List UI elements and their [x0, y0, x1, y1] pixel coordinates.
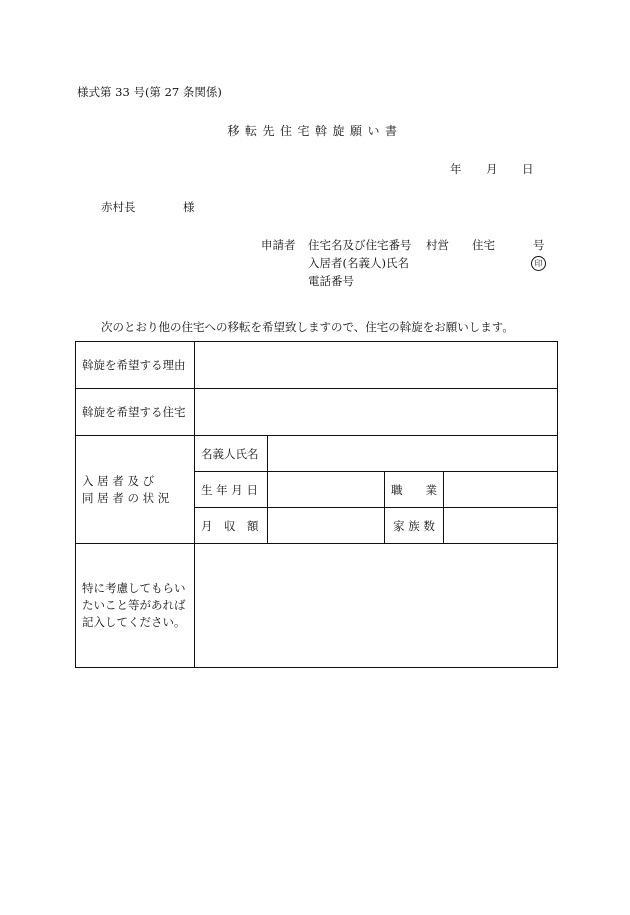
household-label-line-2: 同 居 者 の 状 況	[82, 490, 170, 505]
reason-field[interactable]	[195, 342, 558, 389]
special-notes-field[interactable]	[195, 544, 558, 668]
resident-label: 入居者(名義人)氏名	[308, 256, 409, 270]
notes-line-3: 記入してください。	[82, 615, 186, 629]
table-row	[76, 389, 558, 436]
notes-line-2: たいこと等があれば	[82, 598, 186, 612]
occupation-label: 職 業	[385, 472, 444, 508]
phone-label: 電話番号	[308, 274, 354, 288]
table-row	[76, 342, 558, 389]
date-month: 月	[486, 162, 498, 176]
number-word: 号	[533, 238, 545, 252]
birth-date-label: 生 年 月 日	[195, 472, 268, 508]
nominee-name-field[interactable]	[268, 436, 558, 472]
desired-housing-field[interactable]	[195, 389, 558, 436]
nominee-name-label: 名義人氏名	[195, 436, 268, 472]
housing-word: 住宅	[472, 238, 495, 252]
housing-label: 住宅名及び住宅番号	[308, 238, 412, 252]
date-day: 日	[522, 162, 534, 176]
monthly-income-field[interactable]	[268, 508, 385, 544]
special-notes-label	[76, 544, 195, 668]
monthly-income-label: 月 収 額	[195, 508, 268, 544]
desired-housing-label: 斡旋を希望する住宅	[76, 389, 195, 436]
applicant-label: 申請者	[261, 238, 296, 252]
household-label-line-1: 入 居 者 及 び	[82, 473, 155, 488]
request-text: 次のとおり他の住宅への移転を希望致しますので、住宅の斡旋をお願いします。	[101, 320, 514, 334]
table-row	[76, 436, 558, 472]
household-status-label	[76, 436, 195, 544]
form-code: 様式第 33 号(第 27 条関係)	[77, 85, 222, 99]
birth-date-field[interactable]	[268, 472, 385, 508]
village-label: 村営	[426, 238, 449, 252]
occupation-field[interactable]	[444, 472, 558, 508]
date-year: 年	[450, 162, 462, 176]
notes-line-1: 特に考慮してもらい	[82, 581, 186, 595]
document-title: 移転先住宅斡旋願い書	[227, 124, 403, 138]
reason-label: 斡旋を希望する理由	[76, 342, 195, 389]
addressee-honorific: 様	[183, 200, 195, 214]
seal-mark: 印	[531, 256, 546, 271]
addressee-name: 赤村長	[101, 200, 136, 214]
table-row	[76, 544, 558, 668]
application-table	[75, 341, 558, 668]
family-count-label: 家 族 数	[385, 508, 444, 544]
family-count-field[interactable]	[444, 508, 558, 544]
